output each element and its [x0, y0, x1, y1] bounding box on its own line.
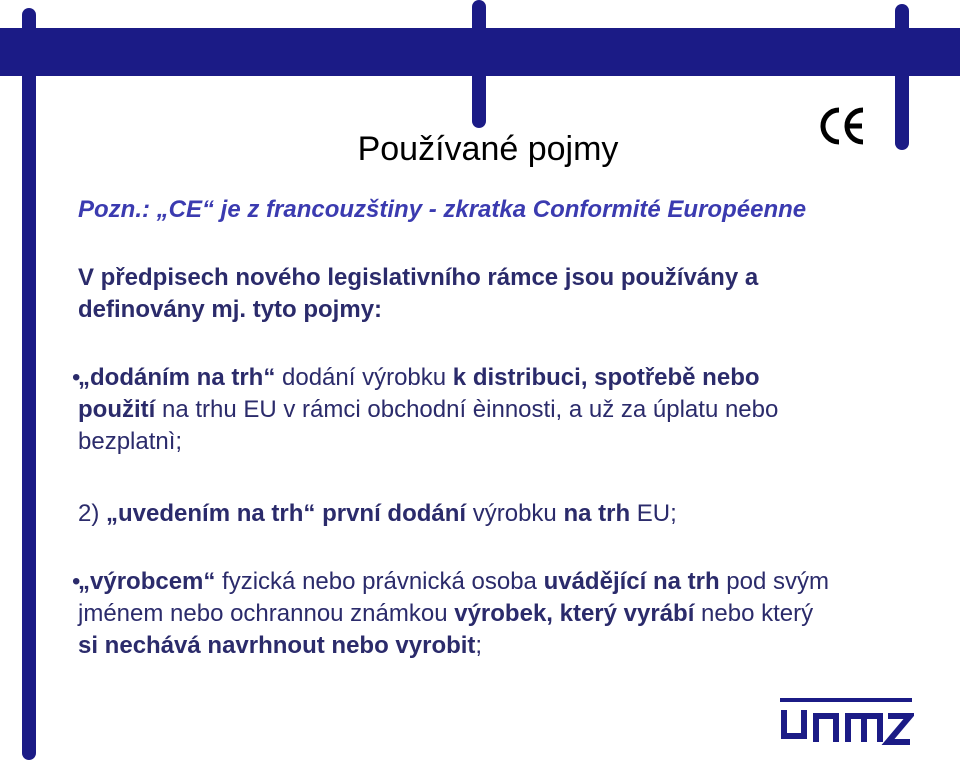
- quote-open: „: [78, 364, 90, 391]
- definition-bold: výrobek, který vyrábí: [454, 600, 695, 627]
- intro-paragraph: [78, 262, 928, 326]
- definition-number: 2): [78, 500, 107, 527]
- quote-open: „: [78, 568, 90, 595]
- bullet-icon: •: [72, 568, 81, 595]
- quote-close: “: [203, 568, 216, 595]
- intro-line-2: definovány mj. tyto pojmy:: [78, 296, 383, 323]
- unmz-logo: [778, 694, 914, 746]
- bullet-icon: •: [72, 364, 81, 391]
- definition-text: pod svým: [719, 568, 830, 595]
- quote-close: “: [263, 364, 276, 391]
- ce-note: Pozn.: „CE“ je z francouzštiny - zkratka Conformité Européenne: [78, 196, 807, 223]
- definition-bold: k distribuci, spotřebě nebo: [452, 364, 760, 391]
- definition-text: ;: [475, 632, 483, 659]
- definition-putting-on-market: [78, 498, 938, 530]
- right-frame-bar: [895, 4, 909, 150]
- definition-placing-on-market: [72, 362, 938, 458]
- definition-bold: první dodání: [322, 500, 467, 527]
- definition-text: nebo který: [694, 600, 814, 627]
- left-frame-bar: [22, 8, 36, 760]
- intro-line-1: V předpisech nového legislativního rámce jsou používány a: [78, 264, 759, 291]
- definition-text: jménem nebo ochrannou známkou: [78, 600, 455, 627]
- quote-close: “: [303, 500, 316, 527]
- definition-text: na trhu EU v rámci obchodní èinnosti, a už za úplatu nebo: [155, 396, 779, 423]
- definition-text: EU;: [630, 500, 677, 527]
- term-making-available: dodáním na trh: [90, 364, 264, 391]
- definition-bold: použití: [78, 396, 156, 423]
- definition-text: dodání výrobku: [275, 364, 453, 391]
- definition-manufacturer: [72, 566, 958, 662]
- term-manufacturer: výrobcem: [90, 568, 204, 595]
- definition-bold: na trh: [563, 500, 631, 527]
- middle-frame-bar: [472, 0, 486, 128]
- quote-open: „: [106, 500, 119, 527]
- slide-title: Používané pojmy: [357, 130, 619, 168]
- definition-text: výrobku: [466, 500, 564, 527]
- definition-bold: uvádějící na trh: [543, 568, 720, 595]
- definition-bold: si nechává navrhnout nebo vyrobit: [78, 632, 476, 659]
- definition-text: fyzická nebo právnická osoba: [215, 568, 544, 595]
- term-placing: uvedením na trh: [118, 500, 304, 527]
- definition-text: bezplatnì;: [78, 428, 183, 455]
